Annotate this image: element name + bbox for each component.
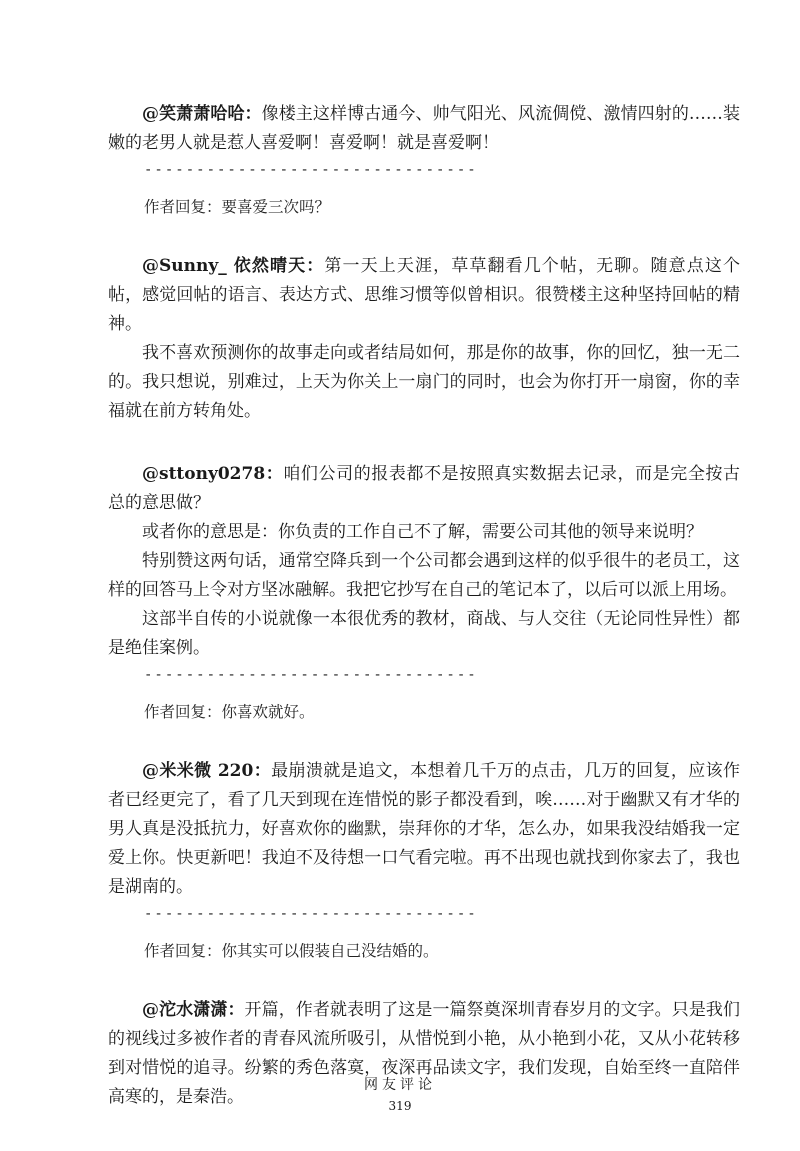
reply-divider: -------------------------------- (144, 162, 478, 178)
comment-username: @米米微 220： (142, 761, 272, 781)
comment-username: @笑萧萧哈哈： (142, 104, 262, 124)
comment-username: @sttony0278： (142, 464, 284, 484)
comment-text: 像楼主这样博古通今、帅气阳光、风流倜傥、激情四射的……装嫩的老男人就是惹人喜爱啊！喜爱啊！就是喜爱啊！ (108, 104, 741, 153)
spacer (108, 962, 740, 996)
comment-3 (108, 460, 740, 663)
page-footer (0, 1075, 800, 1115)
comment-2 (108, 252, 740, 426)
comment-username: @沱水潇潇： (142, 1000, 245, 1020)
section-title: 网友评论 (364, 1077, 436, 1093)
comment-text: 第一天上天涯，草草翻看几个帖，无聊。随意点这个帖，感觉回帖的语言、表达方式、思维习惯等似曾相识。很赞楼主这种坚持回帖的精神。 (108, 256, 741, 334)
author-reply: 作者回复：你喜欢就好。 (144, 703, 315, 721)
comment-paragraph: 这部半自传的小说就像一本很优秀的教材，商战、与人交往（无论同性异性）都是绝佳案例。 (108, 609, 740, 658)
author-reply: 作者回复：你其实可以假装自己没结婚的。 (144, 942, 439, 960)
reply-divider: -------------------------------- (144, 667, 478, 683)
comment-paragraph: 特别赞这两句话，通常空降兵到一个公司都会遇到这样的似乎很牛的老员工，这样的回答马上令对方坚冰融解。我把它抄写在自己的笔记本了，以后可以派上用场。 (108, 551, 740, 600)
author-reply: 作者回复：要喜爱三次吗？ (144, 198, 331, 216)
page-content (108, 100, 740, 1112)
comment-1 (108, 100, 740, 158)
spacer (108, 426, 740, 460)
comment-text: 最崩溃就是追文，本想着几千万的点击，几万的回复，应该作者已经更完了，看了几天到现在连惜悦的影子都没看到，唉……对于幽默又有才华的男人真是没抵抗力，好喜欢你的幽默，崇拜你的才华，怎么办，如果我没结婚我一定爱上你。快更新吧！我迫不及待想一口气看完啦。再不出现也就找到你家去了，我也是湖南的。 (108, 761, 740, 897)
comment-paragraph (108, 460, 740, 518)
reply-divider: -------------------------------- (144, 906, 478, 922)
page-number: 319 (388, 1099, 412, 1113)
spacer (108, 218, 740, 252)
comment-text: 开篇，作者就表明了这是一篇祭奠深圳青春岁月的文字。只是我们的视线过多被作者的青春风流所吸引，从惜悦到小艳，从小艳到小花，又从小花转移到对惜悦的追寻。纷繁的秀色落寞，夜深再品读文字，我们发现，自始至终一直陪伴高寒的，是秦浩。 (108, 1000, 741, 1107)
comment-paragraph (108, 252, 740, 339)
spacer (108, 723, 740, 757)
comment-paragraph (108, 757, 740, 902)
comment-username: @Sunny_ 依然晴天： (142, 256, 325, 276)
comment-4 (108, 757, 740, 902)
comment-text: 咱们公司的报表都不是按照真实数据去记录，而是完全按古总的意思做？ (108, 464, 740, 513)
comment-paragraph (108, 100, 740, 158)
comment-paragraph: 或者你的意思是：你负责的工作自己不了解，需要公司其他的领导来说明？ (142, 522, 703, 542)
comment-paragraph: 我不喜欢预测你的故事走向或者结局如何，那是你的故事，你的回忆，独一无二的。我只想说，别难过，上天为你关上一扇门的同时，也会为你打开一扇窗，你的幸福就在前方转角处。 (108, 343, 740, 421)
